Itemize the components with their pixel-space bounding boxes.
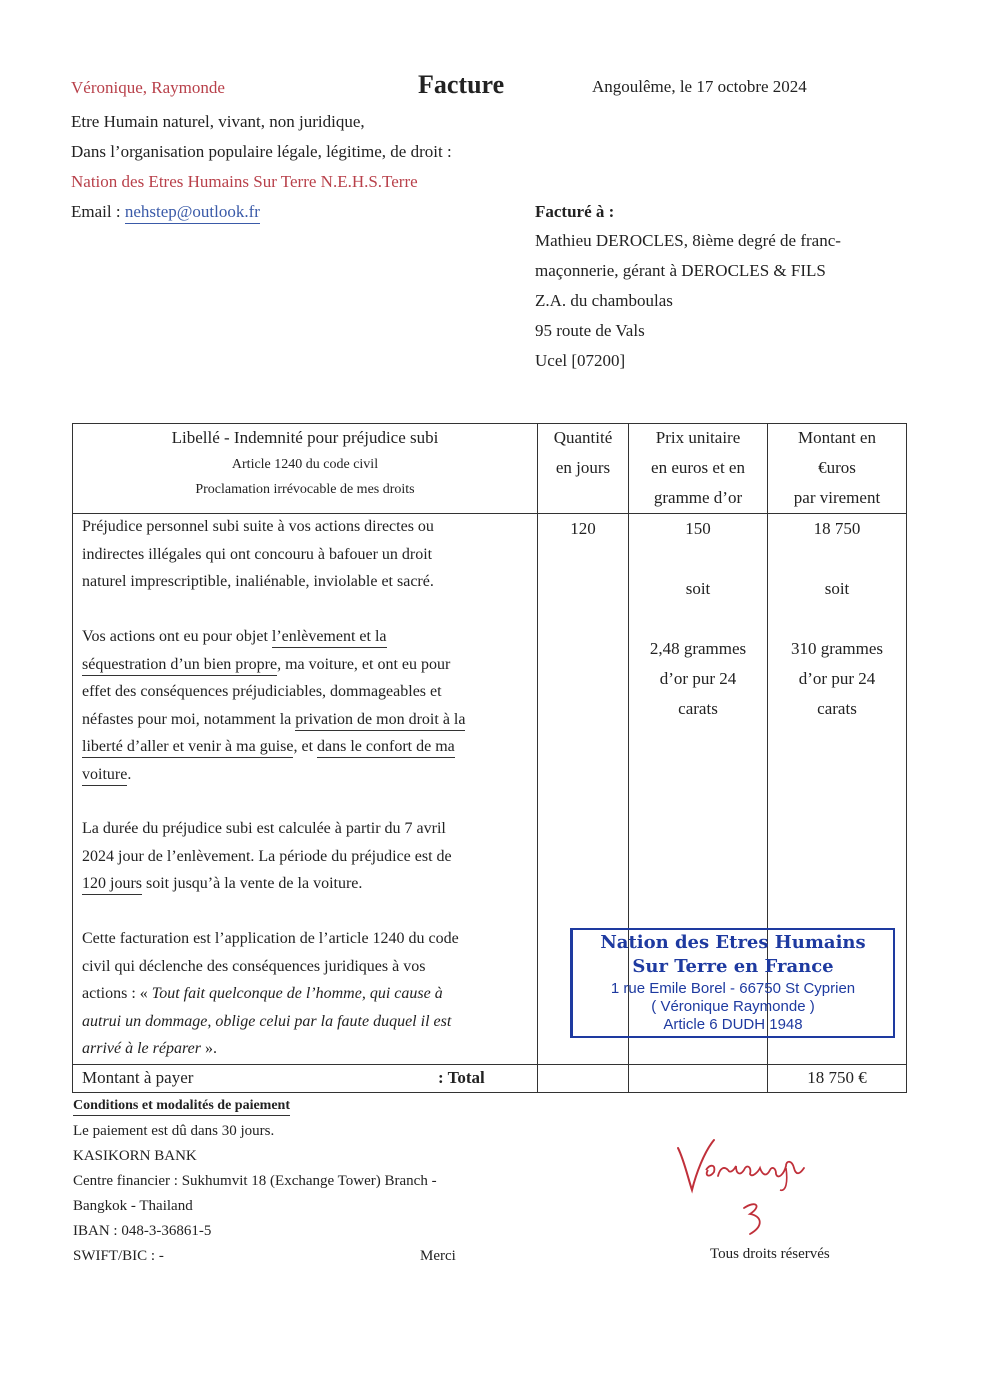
amount-soit: soit bbox=[824, 579, 850, 598]
header-amount-3: par virement bbox=[793, 488, 881, 507]
email-link[interactable]: nehstep@outlook.fr bbox=[125, 202, 260, 224]
payment-line-4: Bangkok - Thailand bbox=[73, 1198, 193, 1214]
header-price-2: en euros et en bbox=[651, 458, 745, 477]
sender-name: Véronique, Raymonde bbox=[71, 78, 225, 97]
p2-line-6b: . bbox=[127, 765, 132, 783]
organization-stamp bbox=[570, 928, 895, 1038]
payment-line-1: Le paiement est dû dans 30 jours. bbox=[73, 1123, 275, 1139]
table-border-right bbox=[906, 423, 907, 1093]
document-title: Facture bbox=[418, 70, 505, 99]
sender-line-1: Etre Humain naturel, vivant, non juridique, bbox=[71, 112, 365, 131]
email-label: Email : bbox=[71, 202, 125, 221]
stamp-line-2: Sur Terre en France bbox=[632, 956, 834, 977]
recipient-line-5: Ucel [07200] bbox=[535, 351, 626, 370]
table-border-bottom bbox=[72, 1092, 907, 1093]
p1-line-2: indirectes illégales qui ont concouru à bafouer un droit bbox=[82, 545, 433, 563]
payment-title-text: Conditions et modalités de paiement bbox=[73, 1098, 290, 1116]
thanks-text: Merci bbox=[420, 1248, 456, 1264]
recipient-line-4: 95 route de Vals bbox=[535, 321, 645, 340]
p4-line-3b: Tout fait quelconque de l’homme, qui cause à bbox=[151, 985, 443, 1002]
p2-line-4b: privation de mon droit à la bbox=[295, 711, 465, 731]
amount-gold-3: carats bbox=[817, 699, 857, 718]
p4-line-4: autrui un dommage, oblige celui par la faute duquel il est bbox=[82, 1012, 452, 1030]
header-qty-2: en jours bbox=[555, 458, 611, 477]
desc-paragraph-1 bbox=[82, 513, 434, 596]
desc-paragraph-2 bbox=[82, 623, 465, 788]
header-article: Article 1240 du code civil bbox=[231, 457, 379, 472]
p4-line-1: Cette facturation est l’application de l’article 1240 du code bbox=[82, 930, 459, 947]
payment-line-3: Centre financier : Sukhumvit 18 (Exchange Tower) Branch - bbox=[73, 1173, 437, 1189]
header-libelle: Libellé - Indemnité pour préjudice subi bbox=[171, 428, 439, 447]
p2-line-1a: Vos actions ont eu pour objet bbox=[82, 628, 272, 645]
p4-line-3a: actions : « bbox=[82, 985, 152, 1002]
table-border-left bbox=[72, 423, 73, 1093]
total-label: Montant à payer bbox=[82, 1068, 194, 1087]
p2-line-6: voiture bbox=[82, 766, 127, 786]
quantity-value: 120 bbox=[570, 519, 596, 538]
price-gold-1: 2,48 grammes bbox=[649, 639, 747, 658]
price-soit: soit bbox=[685, 579, 711, 598]
amount-value: 18 750 bbox=[813, 519, 861, 538]
p4-line-5: arrivé à le réparer bbox=[82, 1040, 201, 1057]
rights-reserved: Tous droits réservés bbox=[710, 1246, 830, 1262]
recipient-label: Facturé à : bbox=[535, 202, 615, 221]
desc-paragraph-3 bbox=[82, 815, 452, 898]
p1-line-3: naturel imprescriptible, inaliénable, inviolable et sacré. bbox=[82, 573, 434, 590]
p2-line-5b: , et bbox=[293, 738, 318, 755]
header-price-3: gramme d’or bbox=[653, 488, 743, 507]
p3-line-3a: 120 jours bbox=[82, 875, 142, 895]
p1-line-1: Préjudice personnel subi suite à vos actions directes ou bbox=[82, 518, 434, 535]
p2-line-5a: liberté d’aller et venir à ma guise bbox=[82, 738, 293, 758]
header-amount-1: Montant en bbox=[798, 428, 876, 447]
price-gold-3: carats bbox=[678, 699, 718, 718]
recipient-line-3: Z.A. du chamboulas bbox=[535, 291, 673, 310]
p2-line-5c: dans le confort de ma bbox=[317, 738, 455, 758]
p2-line-2a: séquestration d’un bien propre bbox=[82, 656, 277, 676]
total-word: : Total bbox=[438, 1068, 485, 1087]
price-gold-2: d’or pur 24 bbox=[659, 669, 737, 688]
stamp-line-1: Nation des Etres Humains bbox=[600, 932, 866, 953]
header-qty-1: Quantité bbox=[553, 428, 613, 447]
sender-organization: Nation des Etres Humains Sur Terre N.E.H.S.Terre bbox=[71, 172, 418, 191]
total-value: 18 750 € bbox=[807, 1068, 867, 1087]
desc-paragraph-4 bbox=[82, 925, 459, 1063]
p2-line-4a: néfastes pour moi, notamment la bbox=[82, 710, 296, 728]
p2-line-3: effet des conséquences préjudiciables, dommageables et bbox=[82, 683, 442, 700]
p2-line-2b: , ma voiture, et ont eu pour bbox=[277, 655, 451, 673]
payment-title bbox=[73, 1098, 290, 1114]
p4-line-5b: ». bbox=[200, 1040, 217, 1057]
amount-gold-2: d’or pur 24 bbox=[798, 669, 876, 688]
p2-line-1b: l’enlèvement et la bbox=[272, 628, 387, 648]
sender-line-2: Dans l’organisation populaire légale, légitime, de droit : bbox=[71, 142, 452, 161]
stamp-line-4: ( Véronique Raymonde ) bbox=[651, 998, 815, 1015]
payment-line-5: IBAN : 048-3-36861-5 bbox=[73, 1223, 212, 1239]
place-date: Angoulême, le 17 octobre 2024 bbox=[592, 77, 807, 96]
stamp-line-3: 1 rue Emile Borel - 66750 St Cyprien bbox=[610, 980, 856, 997]
p3-line-3b: soit jusqu’à la vente de la voiture. bbox=[142, 875, 363, 892]
p3-line-2: 2024 jour de l’enlèvement. La période du préjudice est de bbox=[82, 847, 452, 865]
price-value: 150 bbox=[685, 519, 711, 538]
payment-line-2: KASIKORN BANK bbox=[73, 1148, 197, 1164]
amount-gold-1: 310 grammes bbox=[790, 639, 884, 658]
email-line bbox=[71, 202, 260, 222]
p4-line-2: civil qui déclenche des conséquences juridiques à vos bbox=[82, 957, 426, 975]
p3-line-1: La durée du préjudice subi est calculée à partir du 7 avril bbox=[82, 820, 446, 837]
handwritten-signature bbox=[670, 1130, 830, 1240]
recipient-line-1: Mathieu DEROCLES, 8ième degré de franc- bbox=[535, 231, 841, 250]
header-price-1: Prix unitaire bbox=[655, 428, 741, 447]
header-proclamation: Proclamation irrévocable de mes droits bbox=[195, 482, 415, 497]
header-amount-2: €uros bbox=[818, 458, 856, 477]
recipient-line-2: maçonnerie, gérant à DEROCLES & FILS bbox=[535, 261, 826, 280]
stamp-line-5: Article 6 DUDH 1948 bbox=[663, 1016, 803, 1033]
payment-line-6: SWIFT/BIC : - bbox=[73, 1248, 164, 1264]
